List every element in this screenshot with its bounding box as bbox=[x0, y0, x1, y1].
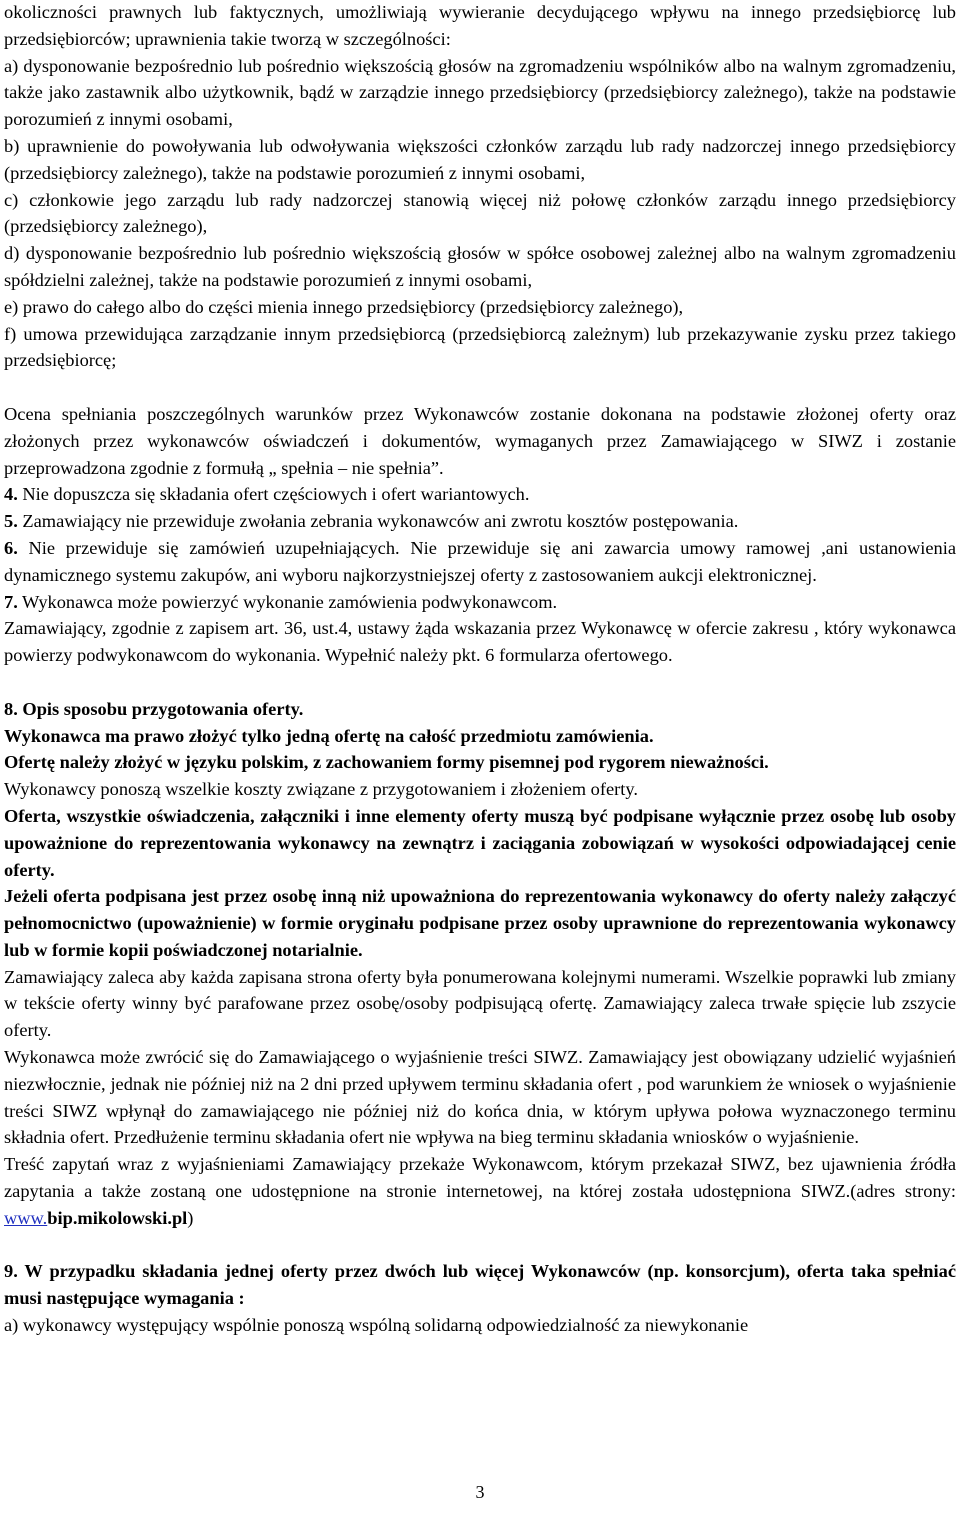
point-number: 4. bbox=[4, 484, 18, 505]
spacer bbox=[4, 1232, 956, 1259]
section-8-clarification: Wykonawca może zwrócić się do Zamawiającego o wyjaśnienie treści SIWZ. Zamawiający jest obowiązany udzielić wyjaśnień niezwłocznie, jednak nie później niż na 2 dni przed upływem terminu składania ofert , pod warunkiem że wniosek o wyjaśnienie treści SIWZ wpłynął do zamawiającego nie później niż do końca dnia, w którym upływa połowa wyznaczonego terminu składnia ofert. Przedłużenie terminu składania ofert nie wpływa na bieg terminu składania wniosków o wyjaśnienie. bbox=[4, 1047, 956, 1148]
website-link[interactable]: www. bbox=[4, 1207, 48, 1228]
list-item-d: d) dysponowanie bezpośrednio lub pośrednio większością głosów w spółce osobowej zależnej albo na walnym zgromadzeniu spółdzielni zależnej, także na podstawie porozumień z innymi osobami, bbox=[4, 243, 956, 290]
spacer bbox=[4, 669, 956, 696]
page-number: 3 bbox=[475, 1482, 485, 1502]
section-9-item-a: a) wykonawcy występujący wspólnie ponoszą wspólną solidarną odpowiedzialność za niewykonanie bbox=[4, 1315, 749, 1336]
point-number: 7. bbox=[4, 591, 18, 612]
publication-text: Treść zapytań wraz z wyjaśnieniami Zamawiający przekaże Wykonawcom, którym przekazał SIWZ, bez ujawnienia źródła zapytania a także zostaną one udostępnione na stronie internetowej, na której została udostępniona SIWZ.(adres strony: bbox=[4, 1154, 956, 1202]
point-5 bbox=[4, 508, 956, 535]
paragraph-intro: okoliczności prawnych lub faktycznych, umożliwiają wywieranie decydującego wpływu na innego przedsiębiorcę lub przedsiębiorców; uprawnienia takie tworzą w szczególności: bbox=[4, 2, 956, 49]
list-item-a: a) dysponowanie bezpośrednio lub pośrednio większością głosów na zgromadzeniu wspólników albo na walnym zgromadzeniu, także jako zastawnik albo użytkownik, bądź w zarządzie innego przedsiębiorcy (przedsiębiorcy zależnego), także na podstawie porozumień z innymi osobami, bbox=[4, 55, 956, 130]
point-number: 5. bbox=[4, 511, 18, 532]
subcontract-note: Zamawiający, zgodnie z zapisem art. 36, ust.4, ustawy żąda wskazania przez Wykonawcę w ofercie zakresu , który wykonawca powierzy podwykonawcom do wykonania. Wypełnić należy pkt. 6 formularza ofertowego. bbox=[4, 618, 956, 666]
section-8-language: Ofertę należy złożyć w języku polskim, z zachowaniem formy pisemnej pod rygorem nieważności. bbox=[4, 752, 769, 773]
publication-suffix: ) bbox=[187, 1207, 194, 1228]
section-8-numbering: Zamawiający zaleca aby każda zapisana strona oferty była ponumerowana kolejnymi numerami. Wszelkie poprawki lub zmiany w tekście oferty winny być parafowane przez osobę/osoby podpisującą ofertę. Zamawiający zaleca trwałe spięcie lub zszycie oferty. bbox=[4, 966, 956, 1041]
point-text: Nie dopuszcza się składania ofert częściowych i ofert wariantowych. bbox=[17, 484, 530, 505]
document-page bbox=[4, 0, 956, 1513]
list-item-c: c) członkowie jego zarządu lub rady nadzorczej stanowią więcej niż połowę członków zarządu innego przedsiębiorcy (przedsiębiorcy zależnego), bbox=[4, 189, 956, 237]
point-text: Wykonawca może powierzyć wykonanie zamówienia podwykonawcom. bbox=[17, 591, 558, 612]
list-item-b: b) uprawnienie do powoływania lub odwoływania większości członków zarządu lub rady nadzorczej innego przedsiębiorcy (przedsiębiorcy zależnego), także na podstawie porozumień z innymi osobami, bbox=[4, 135, 956, 183]
point-4 bbox=[4, 481, 956, 508]
point-number: 6. bbox=[4, 537, 18, 558]
assessment-paragraph: Ocena spełniania poszczególnych warunków przez Wykonawców zostanie dokonana na podstawie złożonej oferty oraz złożonych przez wykonawców oświadczeń i dokumentów, wymaganych przez Zamawiającego w SIWZ i zostanie przeprowadzona zgodnie z formułą „ spełnia – nie spełnia”. bbox=[4, 403, 956, 478]
point-text: Nie przewiduje się zamówień uzupełniających. Nie przewiduje się ani zawarcia umowy ramowej ,ani ustanowienia dynamicznego systemu zakupów, ani wyboru najkorzystniejszej oferty z zastosowaniem aukcji elektronicznej. bbox=[4, 537, 956, 585]
section-8-heading: 8. Opis sposobu przygotowania oferty. bbox=[4, 698, 304, 719]
section-8-power-of-attorney: Jeżeli oferta podpisana jest przez osobę inną niż upoważniona do reprezentowania wykonawcy do oferty należy załączyć pełnomocnictwo (upoważnienie) w formie oryginału podpisane przez osoby uprawnione do reprezentowania wykonawcy lub w formie kopii poświadczonej notarialnie. bbox=[4, 886, 956, 960]
spacer bbox=[4, 374, 956, 401]
point-6 bbox=[4, 535, 956, 589]
section-8-costs: Wykonawcy ponoszą wszelkie koszty związane z przygotowaniem i złożeniem oferty. bbox=[4, 779, 638, 800]
point-text: Zamawiający nie przewiduje zwołania zebrania wykonawców ani zwrotu kosztów postępowania. bbox=[17, 511, 739, 532]
point-7 bbox=[4, 589, 956, 616]
section-8-publication bbox=[4, 1151, 956, 1231]
section-8-signatures: Oferta, wszystkie oświadczenia, załączniki i inne elementy oferty muszą być podpisane wyłącznie przez osobę lub osoby upoważnione do reprezentowania wykonawcy na zewnątrz i zaciągania zobowiązań w wysokości odpowiadającej cenie oferty. bbox=[4, 805, 956, 880]
website-domain[interactable]: bip.mikolowski.pl bbox=[47, 1207, 188, 1228]
section-8-one-offer: Wykonawca ma prawo złożyć tylko jedną ofertę na całość przedmiotu zamówienia. bbox=[4, 725, 654, 746]
list-item-f: f) umowa przewidująca zarządzanie innym przedsiębiorcą (przedsiębiorcą zależnym) lub przekazywanie zysku przez takiego przedsiębiorcę; bbox=[4, 323, 956, 371]
list-item-e: e) prawo do całego albo do części mienia innego przedsiębiorcy (przedsiębiorcy zależnego), bbox=[4, 296, 684, 317]
section-9-heading: 9. W przypadku składania jednej oferty przez dwóch lub więcej Wykonawców (np. konsorcjum), oferta taka spełniać musi następujące wymagania : bbox=[4, 1261, 956, 1309]
